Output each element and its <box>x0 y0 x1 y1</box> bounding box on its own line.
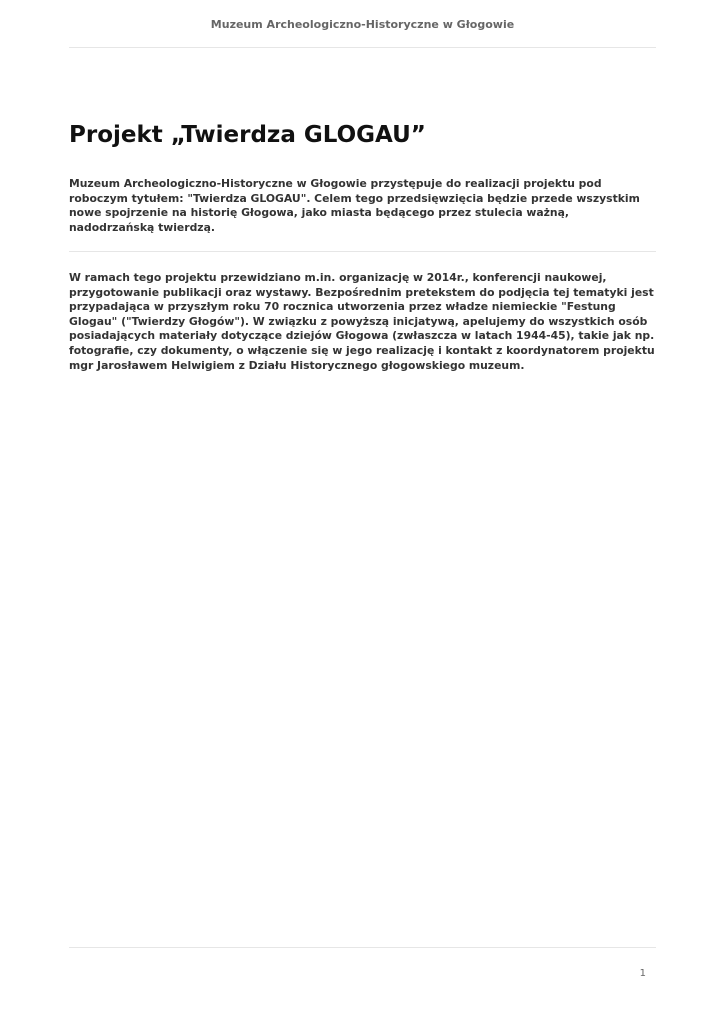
intro-paragraph: Muzeum Archeologiczno-Historyczne w Głogowie przystępuje do realizacji projektu pod roboczym tytułem: "Twierdza GLOGAU". Celem tego przedsięwzięcia będzie przede wszystkim nowe spojrzenie na historię Głogowa, jako miasta będącego przez stulecia ważną, nadodrzańską twierdzą. <box>69 177 640 234</box>
page-title: Projekt „Twierdza GLOGAU” <box>69 122 426 148</box>
page-header: Muzeum Archeologiczno-Historyczne w Głogowie <box>210 18 515 31</box>
header-divider <box>69 47 656 48</box>
section-divider <box>69 251 656 252</box>
page-number: 1 <box>639 968 646 979</box>
footer-divider <box>69 947 656 948</box>
body-paragraph: W ramach tego projektu przewidziano m.in. organizację w 2014r., konferencji naukowej, przygotowanie publikacji oraz wystawy. Bezpośrednim pretekstem do podjęcia tej tematyki jest przypadająca w przyszłym roku 70 rocznica utworzenia przez władze niemieckie "Festung Glogau" ("Twierdzy Głogów"). W związku z powyższą inicjatywą, apelujemy do wszystkich osób posiadających materiały dotyczące dziejów Głogowa (zwłaszcza w latach 1944-45), takie jak np. fotografie, czy dokumenty, o włączenie się w jego realizację i kontakt z koordynatorem projektu mgr Jarosławem Helwigiem z Działu Historycznego głogowskiego muzeum. <box>69 271 655 372</box>
